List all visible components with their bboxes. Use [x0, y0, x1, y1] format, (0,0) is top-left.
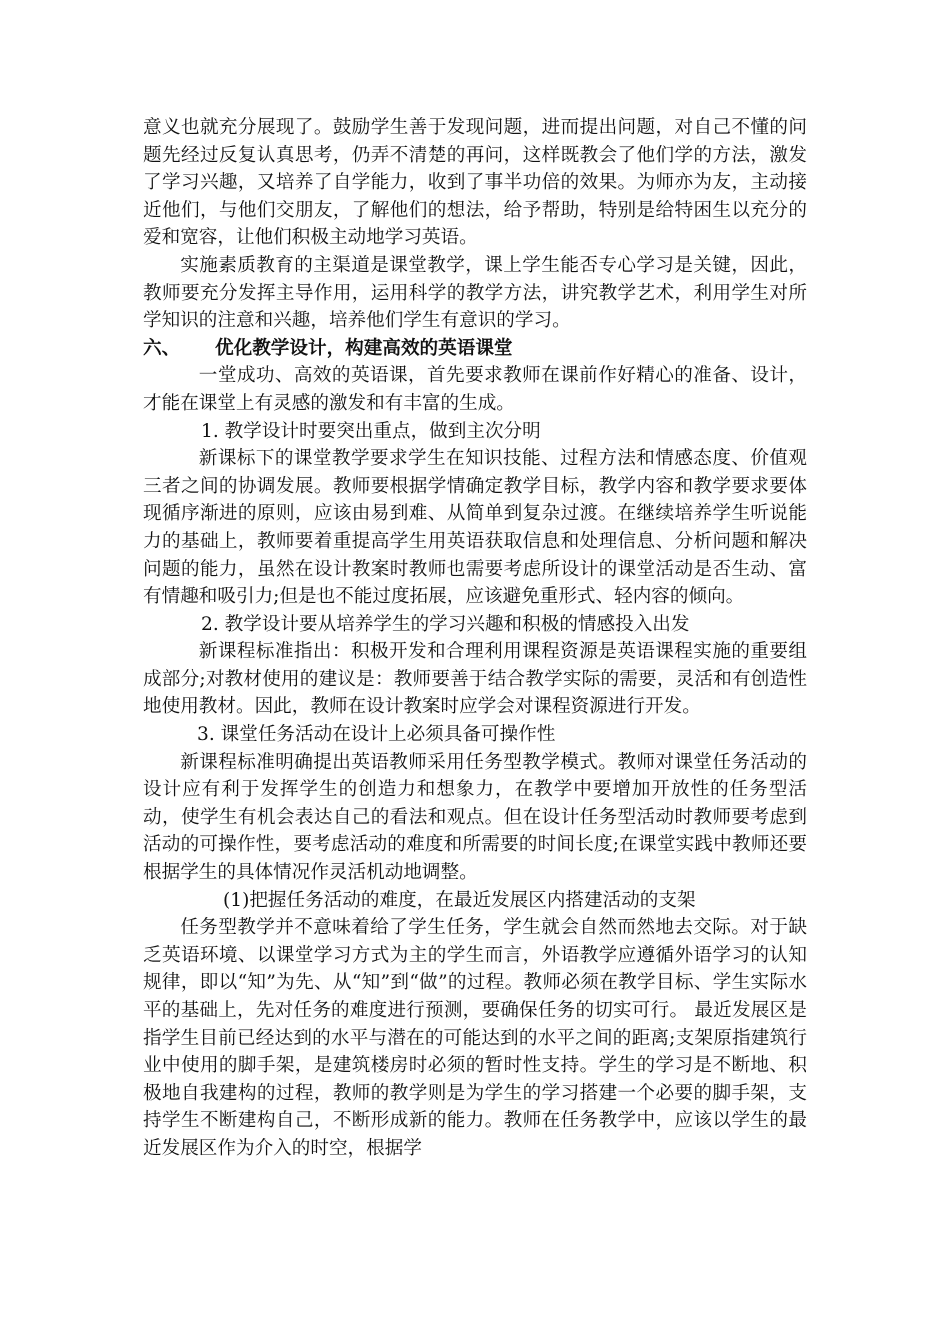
- subheading-1: 1. 教学设计时要突出重点，做到主次分明: [201, 420, 541, 442]
- section-title: 优化教学设计，构建高效的英语课堂: [215, 337, 513, 359]
- paragraph-7: 任务型教学并不意味着给了学生任务，学生就会自然而然地去交际。对于缺乏英语环境、以课堂学习方式为主的学生而言，外语教学应遵循外语学习的认知规律，即以“知”为先、从“知”到“做”的过程。教师必须在教学目标、学生实际水平的基础上，先对任务的难度进行预测，要确保任务的切实可行。 最近发展区是指学生目前已经达到的水平与潜在的可能达到的水平之间的距离;支架原指建筑行业中使用的脚手架，是建筑楼房时必须的暂时性支持。学生的学习是不断地、积极地自我建构的过程，教师的教学则是为学生的学习搭建一个必要的脚手架，支持学生不断建构自己，不断形成新的能力。教师在任务教学中，应该以学生的最近发展区作为介入的时空，根据学: [143, 917, 807, 1159]
- paragraph-1: 意义也就充分展现了。鼓励学生善于发现问题，进而提出问题，对自己不懂的问题先经过反复认真思考，仍弄不清楚的再问，这样既教会了他们学的方法，激发了学习兴趣，又培养了自学能力，收到了事半功倍的效果。为师亦为友，主动接近他们，与他们交朋友，了解他们的想法，给予帮助，特别是给特困生以充分的爱和宽容，让他们积极主动地学习英语。: [143, 117, 807, 249]
- section-heading-6: [143, 335, 807, 363]
- paragraph-6: 新课程标准明确提出英语教师采用任务型教学模式。教师对课堂任务活动的设计应有利于发挥学生的创造力和想象力，在教学中要增加开放性的任务型活动，使学生有机会表达自己的看法和观点。但在设计任务型活动时教师要考虑到活动的可操作性，要考虑活动的难度和所需要的时间长度;在课堂实践中教师还要根据学生的具体情况作灵活机动地调整。: [143, 751, 807, 884]
- subheading-2: 2. 教学设计要从培养学生的学习兴趣和积极的情感投入出发: [201, 613, 690, 635]
- paragraph-3: 一堂成功、高效的英语课，首先要求教师在课前作好精心的准备、设计，才能在课堂上有灵感的激发和有丰富的生成。: [143, 365, 807, 414]
- section-number: 六、: [143, 337, 181, 359]
- subheading-3: 3. 课堂任务活动在设计上必须具备可操作性: [197, 724, 556, 746]
- document-page: [143, 114, 807, 1163]
- paragraph-5: 新课程标准指出：积极开发和合理利用课程资源是英语课程实施的重要组成部分;对教材使用的建议是：教师要善于结合教学实际的需要，灵活和有创造性地使用教材。因此，教师在设计教案时应学会对课程资源进行开发。: [143, 641, 807, 718]
- paragraph-2: 实施素质教育的主渠道是课堂教学，课上学生能否专心学习是关键，因此，教师要充分发挥主导作用，运用科学的教学方法，讲究教学艺术，利用学生对所学知识的注意和兴趣，培养他们学生有意识的学习。: [143, 254, 807, 332]
- subheading-4: (1)把握任务活动的难度，在最近发展区内搭建活动的支架: [223, 889, 696, 911]
- paragraph-4: 新课标下的课堂教学要求学生在知识技能、过程方法和情感态度、价值观三者之间的协调发展。教师要根据学情确定教学目标，教学内容和教学要求要体现循序渐进的原则，应该由易到难、从简单到复杂过渡。在继续培养学生听说能力的基础上，教师要着重提高学生用英语获取信息和处理信息、分析问题和解决问题的能力，虽然在设计教案时教师也需要考虑所设计的课堂活动是否生动、富有情趣和吸引力;但是也不能过度拓展，应该避免重形式、轻内容的倾向。: [143, 448, 807, 608]
